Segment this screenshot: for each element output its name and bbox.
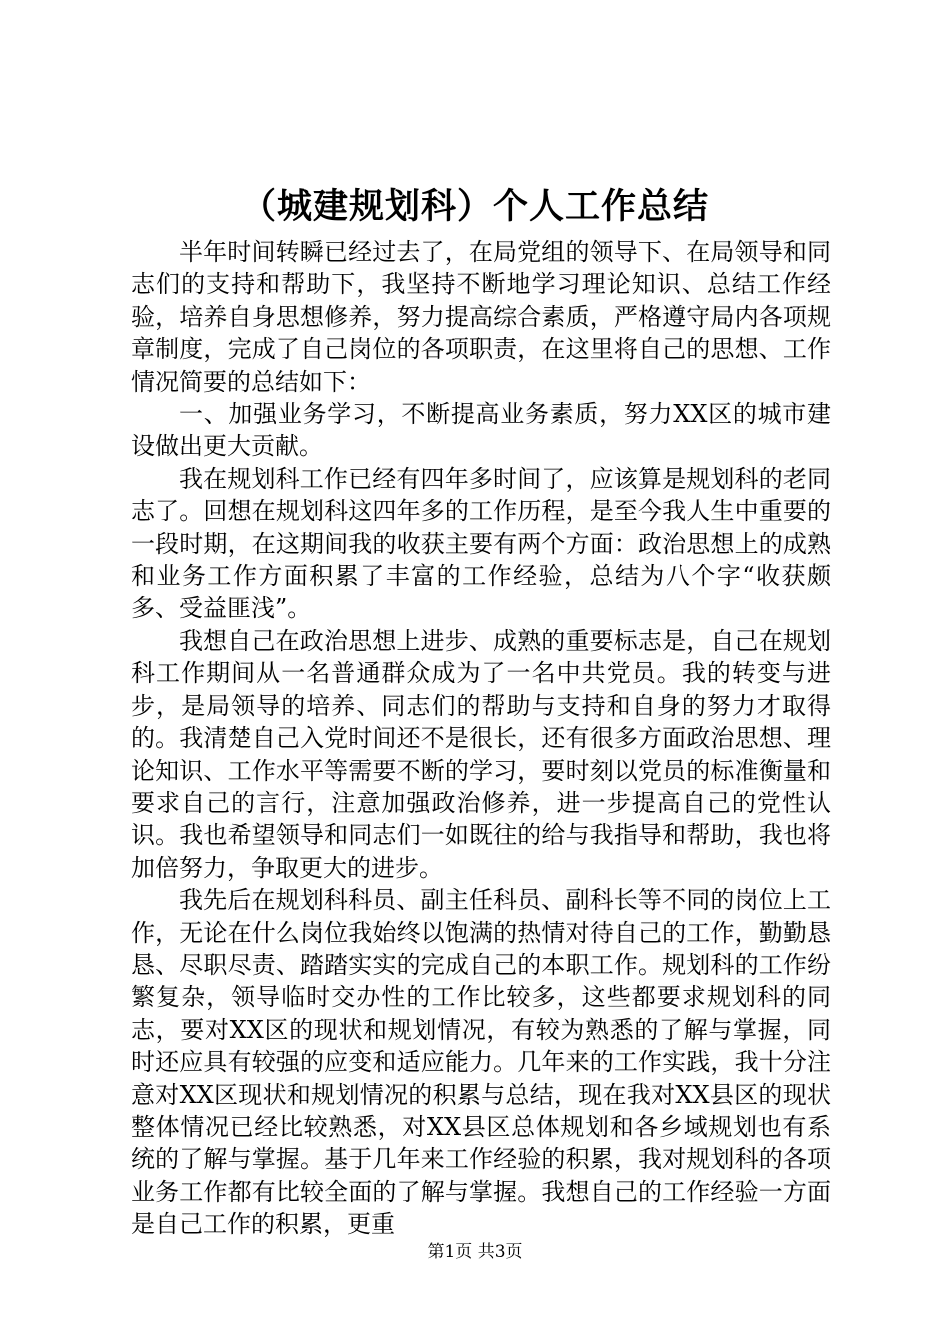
document-body bbox=[131, 236, 831, 1241]
paragraph-political-growth: 我想自己在政治思想上进步、成熟的重要标志是，自己在规划科工作期间从一名普通群众成为了一名中共党员。我的转变与进步，是局领导的培养、同志们的帮助与支持和自身的努力才取得的。我清楚自己入党时间还不是很长，还有很多方面政治思想、理论知识、工作水平等需要不断的学习，要时刻以党员的标准衡量和要求自己的言行，注意加强政治修养，进一步提高自己的党性认识。我也希望领导和同志们一如既往的给与我指导和帮助，我也将加倍努力，争取更大的进步。 bbox=[131, 626, 831, 882]
paragraph-intro: 半年时间转瞬已经过去了，在局党组的领导下、在局领导和同志们的支持和帮助下，我坚持不断地学习理论知识、总结工作经验，培养自身思想修养，努力提高综合素质，严格遵守局内各项规章制度，完成了自己岗位的各项职责，在这里将自己的思想、工作情况简要的总结如下： bbox=[131, 238, 831, 396]
paragraph-work-positions: 我先后在规划科科员、副主任科员、副科长等不同的岗位上工作，无论在什么岗位我始终以饱满的热情对待自己的工作，勤勤恳恳、尽职尽责、踏踏实实的完成自己的本职工作。规划科的工作纷繁复杂，领导临时交办性的工作比较多，这些都要求规划科的同志，要对XX区的现状和规划情况，有较为熟悉的了解与掌握，同时还应具有较强的应变和适应能力。几年来的工作实践，我十分注意对XX区现状和规划情况的积累与总结，现在我对XX县区的现状整体情况已经比较熟悉，对XX县区总体规划和各乡域规划也有系统的了解与掌握。基于几年来工作经验的积累，我对规划科的各项业务工作都有比较全面的了解与掌握。我想自己的工作经验一方面是自己工作的积累，更重 bbox=[131, 886, 831, 1239]
paragraph-section-heading: 一、加强业务学习，不断提高业务素质，努力XX区的城市建设做出更大贡献。 bbox=[131, 400, 831, 461]
document-title: （城建规划科）个人工作总结 bbox=[240, 187, 709, 227]
paragraph-experience: 我在规划科工作已经有四年多时间了，应该算是规划科的老同志了。回想在规划科这四年多的工作历程，是至今我人生中重要的一段时期，在这期间我的收获主要有两个方面：政治思想上的成熟和业务工作方面积累了丰富的工作经验，总结为八个字“收获颇多、受益匪浅”。 bbox=[131, 464, 831, 623]
page-indicator: 第1页 共3页 bbox=[427, 1242, 523, 1262]
